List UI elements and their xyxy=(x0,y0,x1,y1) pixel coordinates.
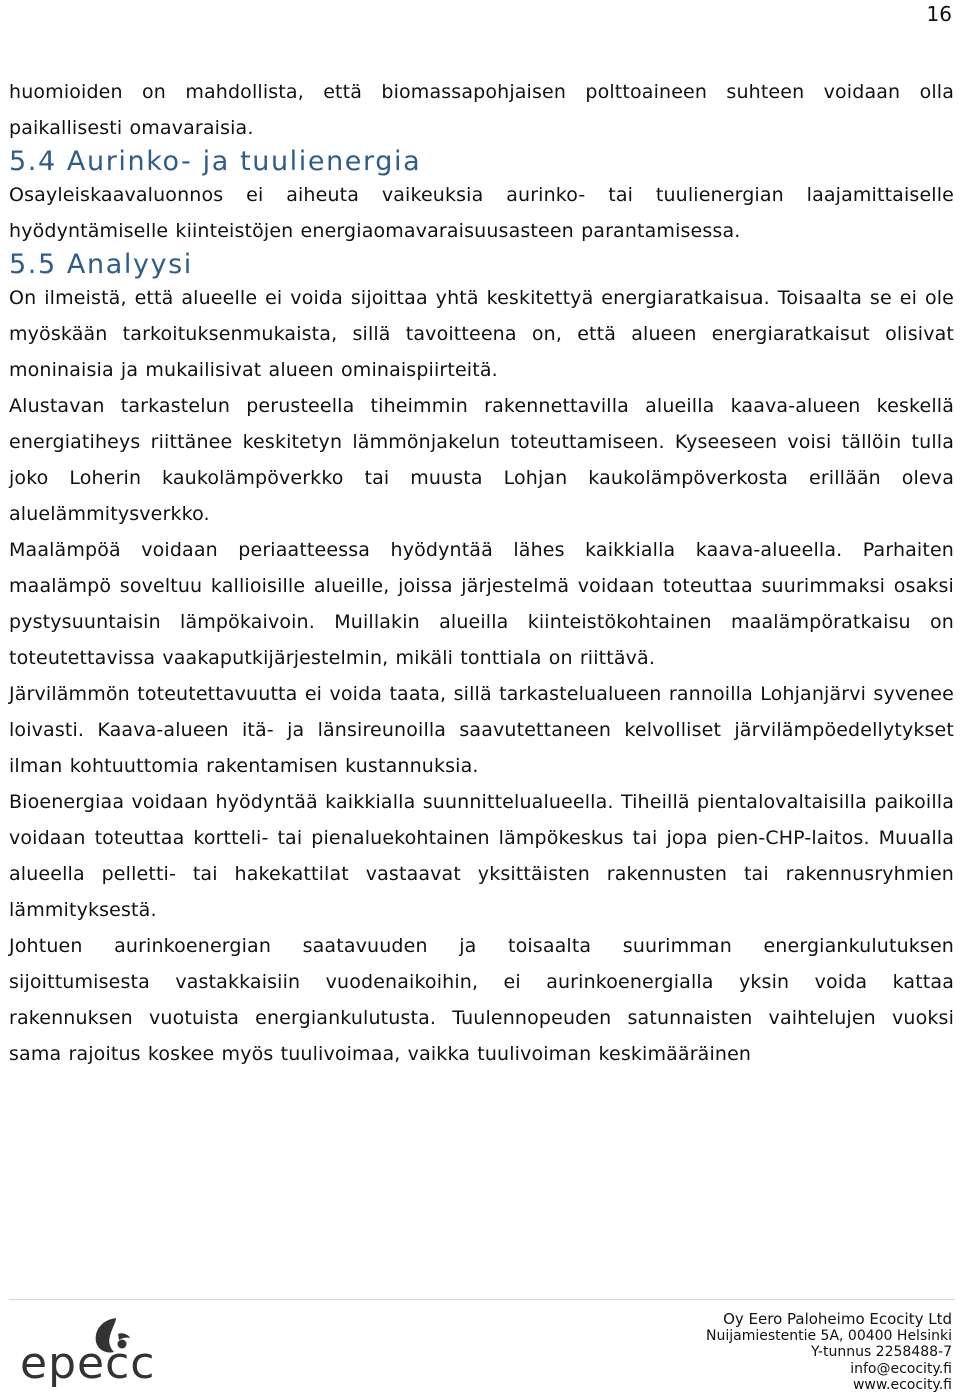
company-email[interactable]: info@ecocity.fi xyxy=(850,1360,952,1377)
paragraph-solar-seasonality: Johtuen aurinkoenergian saatavuuden ja toisaalta suurimman energiankulutuksen sijoittumisesta vastakkaisiin vuodenaikoihin, ei aurinkoenergialla yksin voida kattaa rakennuksen vuotuista energiankulutusta. Tuulennopeuden satunnaisten vaihtelujen vuoksi sama rajoitus koskee myös tuulivoimaa, vaikka tuulivoiman keskimääräinen xyxy=(9,935,954,1065)
paragraph-biomass-selfsufficiency: huomioiden on mahdollista, että biomassapohjaisen polttoaineen suhteen voidaan olla paikallisesti omavaraisia. xyxy=(9,81,954,139)
company-business-id: Y-tunnus 2258488-7 xyxy=(811,1344,952,1360)
footer-divider xyxy=(9,1299,954,1300)
page-number: 16 xyxy=(926,2,952,26)
paragraph-lake-heat: Järvilämmön toteutettavuutta ei voida taata, sillä tarkastelualueen rannoilla Lohjanjärvi syvenee loivasti. Kaava-alueen itä- ja länsireunoilla saavutettaneen kelvolliset järvilämpöedellytykset ilman kohtuuttomia rakentamisen kustannuksia. xyxy=(9,683,954,777)
paragraph-analysis-intro: On ilmeistä, että alueelle ei voida sijoittaa yhtä keskitettyä energiaratkaisua. Toisaalta se ei ole myöskään tarkoituksenmukaista, sillä tavoitteena on, että alueen energiaratkaisut olisivat moninaisia ja mukailisivat alueen ominaispiirteitä. xyxy=(9,287,954,381)
paragraph-bioenergy: Bioenergiaa voidaan hyödyntää kaikkialla suunnittelualueella. Tiheillä pientalovaltaisilla paikoilla voidaan toteuttaa kortteli- tai pienaluekohtainen lämpökeskus tai jopa pien-CHP-laitos. Muualla alueella pelletti- tai hakekattilat vastaavat yksittäisten rakennusten tai rakennusryhmien lämmityksestä. xyxy=(9,791,954,921)
paragraph-geothermal: Maalämpöä voidaan periaatteessa hyödyntää lähes kaikkialla kaava-alueella. Parhaiten maalämpö soveltuu kallioisille alueille, joissa järjestelmä voidaan toteuttaa suurimmaksi osaksi pystysuuntaisin lämpökaivoin. Muillakin alueilla kiinteistökohtainen maalämpöratkaisu on toteutettavissa vaakaputkijärjestelmin, mikäli tonttiala on riittävä. xyxy=(9,539,954,669)
paragraph-district-heating: Alustavan tarkastelun perusteella tiheimmin rakennettavilla alueilla kaava-alueen keskellä energiatiheys riittänee keskitetyn lämmönjakelun toteuttamiseen. Kyseeseen voisi tällöin tulla joko Loherin kaukolämpöverkko tai muusta Lohjan kaukolämpöverkosta erillään oleva aluelämmitysverkko. xyxy=(9,395,954,525)
heading-5-4-solar-wind: 5.4 Aurinko- ja tuulienergia xyxy=(9,146,422,177)
logo-wordmark: epecc xyxy=(20,1338,156,1389)
company-website[interactable]: www.ecocity.fi xyxy=(852,1377,952,1393)
company-info xyxy=(706,1311,952,1394)
company-address: Nuijamiestentie 5A, 00400 Helsinki xyxy=(705,1327,952,1344)
company-name: Oy Eero Paloheimo Ecocity Ltd xyxy=(723,1310,952,1328)
heading-5-5-analysis: 5.5 Analyysi xyxy=(9,249,193,280)
document-body xyxy=(9,74,954,1072)
paragraph-solar-wind: Osayleiskaavaluonnos ei aiheuta vaikeuksia aurinko- tai tuulienergian laajamittaiselle hyödyntämiselle kiinteistöjen energiaomavaraisuusasteen parantamisessa. xyxy=(9,184,954,242)
